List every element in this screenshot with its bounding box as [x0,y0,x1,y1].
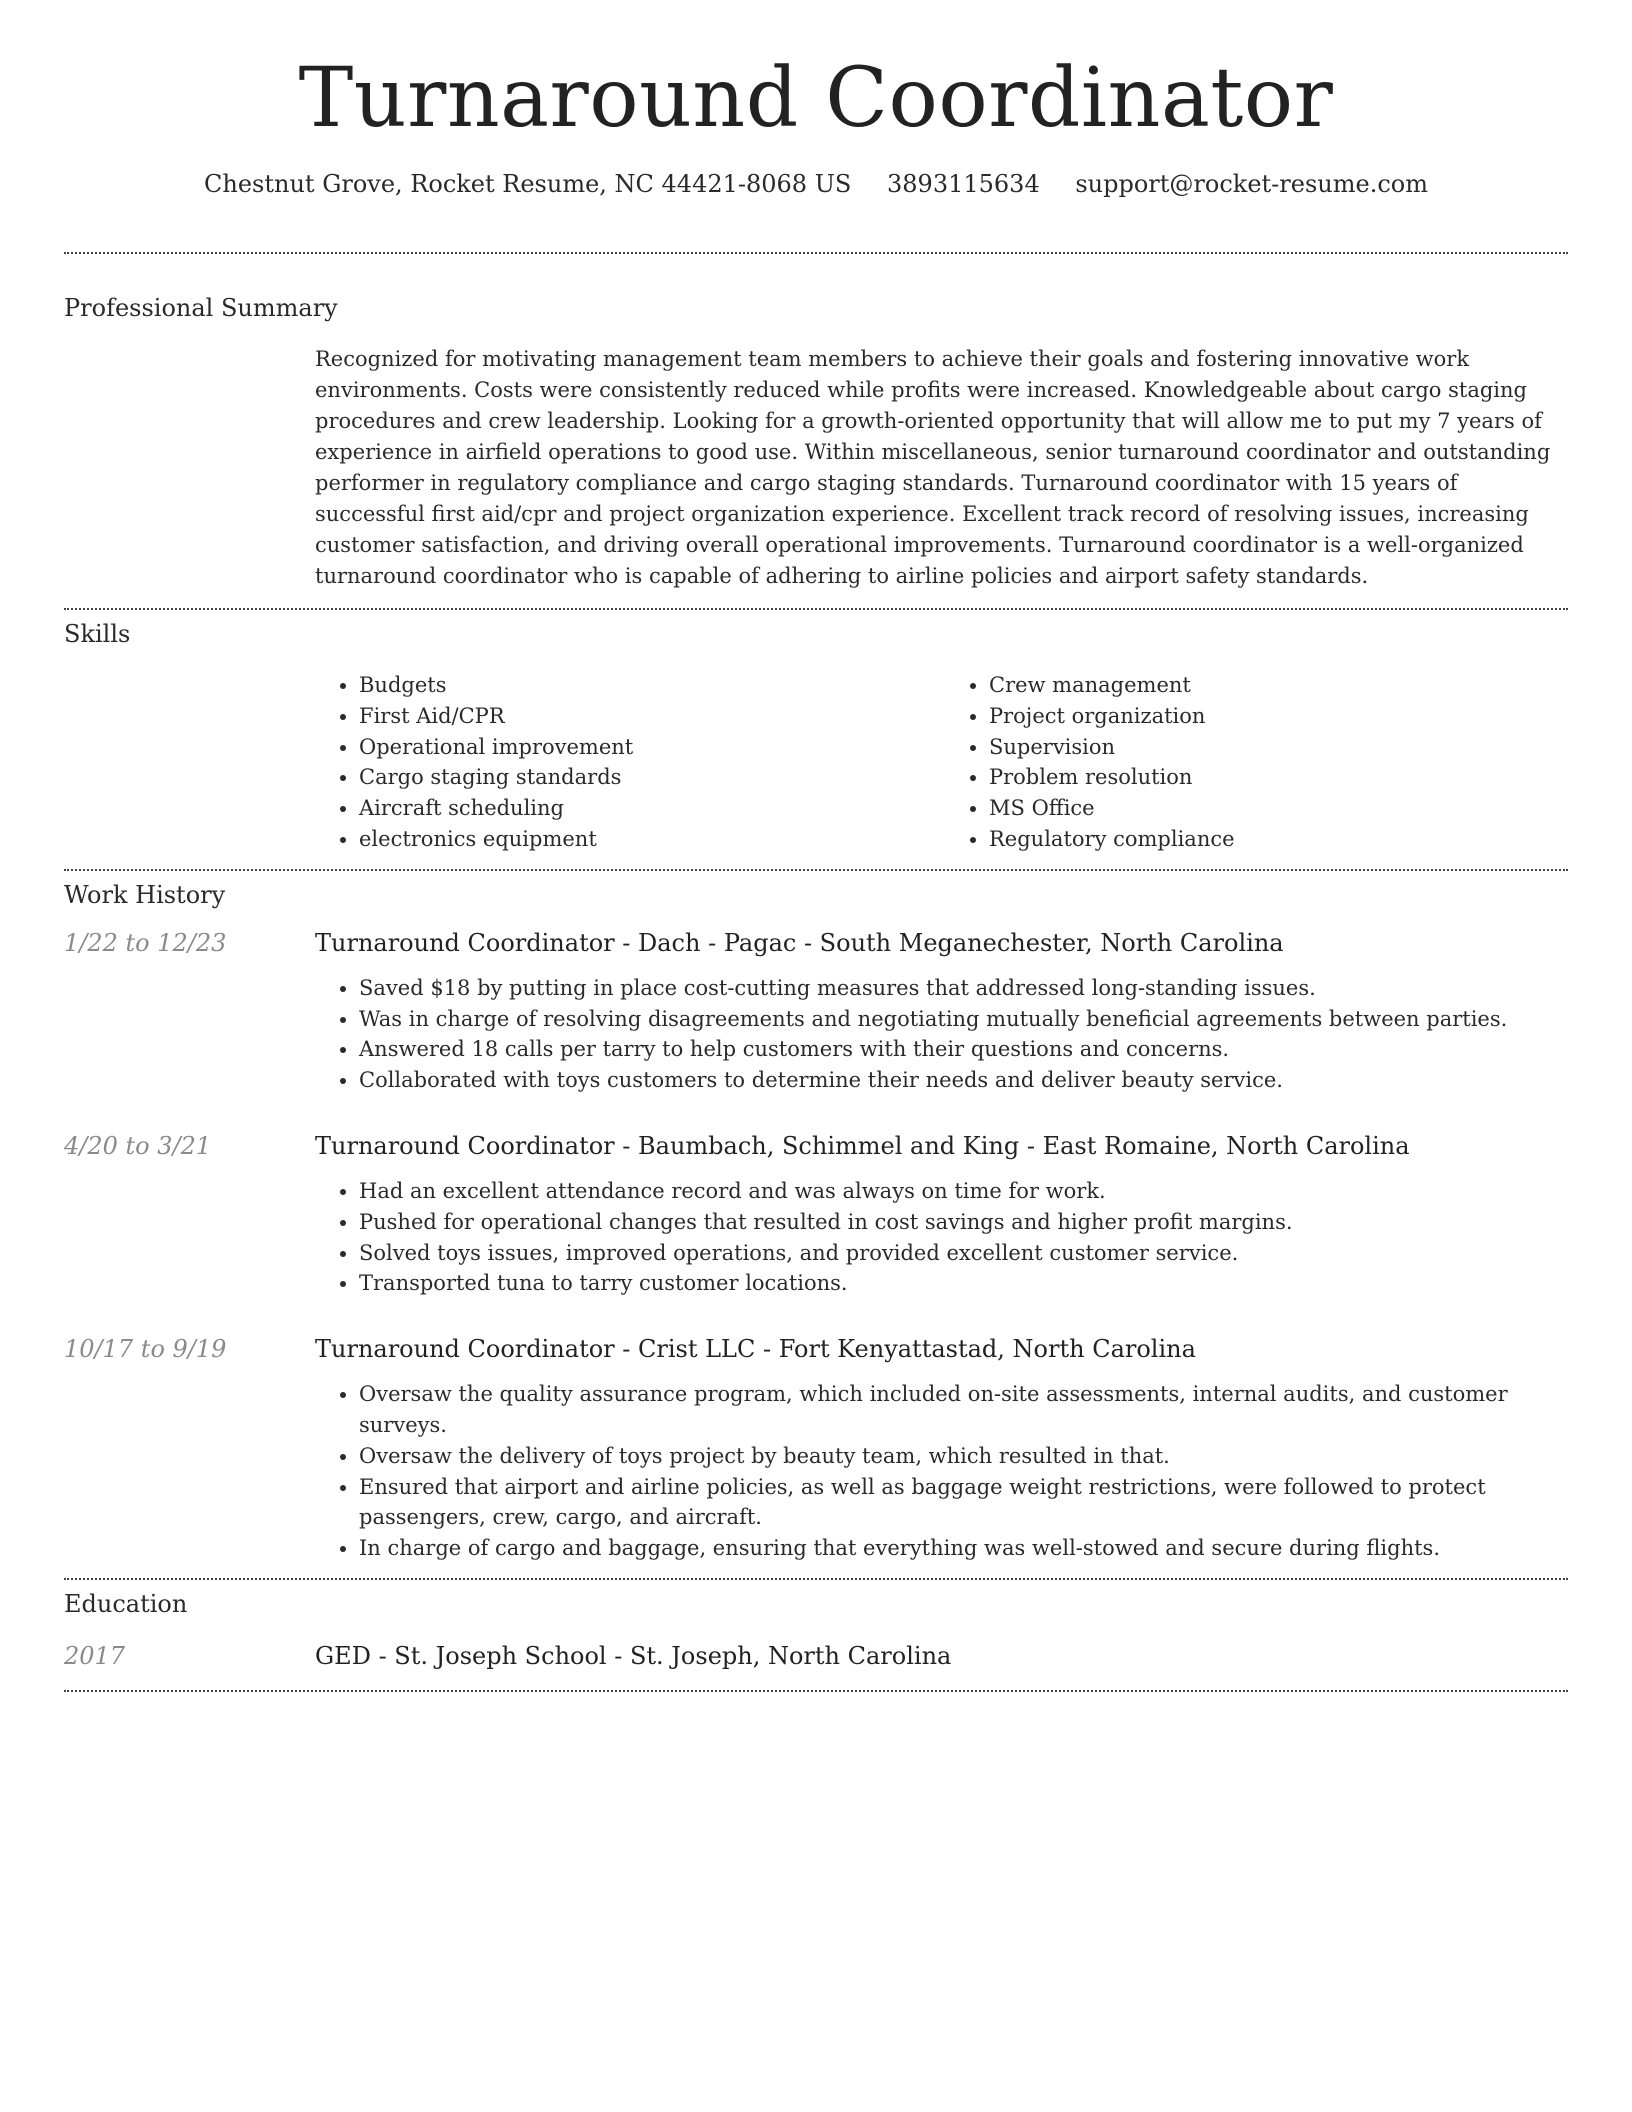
job-bullet: • In charge of cargo and baggage, ensuring that everything was well-stowed and secure during flights. [359,1533,1568,1564]
job-bullet: • Had an excellent attendance record and was always on time for work. [359,1176,1568,1207]
section-divider [64,869,1568,871]
skills-section [64,620,1568,855]
job-entry [64,1333,1568,1564]
skills-list-right [929,670,1559,855]
education-entry [64,1640,1568,1672]
contact-email: support@rocket-resume.com [1075,170,1428,198]
section-divider [64,1578,1568,1580]
section-title-skills: Skills [64,620,131,648]
summary-section [64,294,1568,592]
job-bullet: • Saved $18 by putting in place cost-cutting measures that addressed long-standing issues. [359,973,1568,1004]
contact-line [64,170,1568,202]
work-history-section [64,881,1568,1564]
candidate-name: Turnaround Coordinator [298,51,1334,146]
skill-item: • Crew management [989,670,1559,701]
job-bullet: • Transported tuna to tarry customer locations. [359,1268,1568,1299]
job-entry [64,1130,1568,1299]
skills-list-left [315,670,929,855]
job-bullet: • Collaborated with toys customers to determine their needs and deliver beauty service. [359,1065,1568,1096]
job-bullet: • Oversaw the quality assurance program, which included on-site assessments, internal audits, and customer surveys. [359,1379,1568,1441]
education-section [64,1590,1568,1672]
job-bullet: • Answered 18 calls per tarry to help customers with their questions and concerns. [359,1034,1568,1065]
job-date: 4/20 to 3/21 [64,1131,212,1160]
job-bullet: • Solved toys issues, improved operations, and provided excellent customer service. [359,1238,1568,1269]
resume-page [64,0,1568,1692]
job-date: 10/17 to 9/19 [64,1335,227,1364]
section-divider [64,1690,1568,1692]
skill-item: • First Aid/CPR [359,701,929,732]
job-bullet: • Oversaw the delivery of toys project by beauty team, which resulted in that. [359,1441,1568,1472]
education-title: GED - St. Joseph School - St. Joseph, North Carolina [315,1641,952,1670]
contact-address: Chestnut Grove, Rocket Resume, NC 44421-8068 US [204,170,852,198]
section-title-summary: Professional Summary [64,294,338,322]
skill-item: • Budgets [359,670,929,701]
skill-item: • Cargo staging standards [359,762,929,793]
job-bullets [315,973,1568,1096]
job-date: 1/22 to 12/23 [64,928,227,957]
summary-text: Recognized for motivating management team members to achieve their goals and fostering innovative work environments. Costs were consistently reduced while profits were increased. Knowledgeable about cargo staging procedures and crew leadership. Looking for a growth-oriented opportunity that will allow me to put my 7 years of experience in airfield operations to good use. Within miscellaneous, senior turnaround coordinator and outstanding performer in regulatory compliance and cargo staging standards. Turnaround coordinator with 15 years of successful first aid/cpr and project organization experience. Excellent track record of resolving issues, increasing customer satisfaction, and driving overall operational improvements. Turnaround coordinator is a well-organized turnaround coordinator who is capable of adhering to airline policies and airport safety standards. [315,347,1551,588]
job-bullets [315,1176,1568,1299]
job-entry [64,927,1568,1096]
skill-item: • Problem resolution [989,762,1559,793]
skill-item: • electronics equipment [359,824,929,855]
contact-phone: 3893115634 [887,170,1040,198]
section-divider [64,252,1568,254]
skill-item: • Aircraft scheduling [359,793,929,824]
job-bullet: • Ensured that airport and airline policies, as well as baggage weight restrictions, were followed to protect passengers, crew, cargo, and aircraft. [359,1472,1568,1534]
job-title: Turnaround Coordinator - Baumbach, Schimmel and King - East Romaine, North Carolina [315,1131,1410,1160]
section-divider [64,608,1568,610]
job-bullet: • Pushed for operational changes that resulted in cost savings and higher profit margins. [359,1207,1568,1238]
skill-item: • MS Office [989,793,1559,824]
job-bullet: • Was in charge of resolving disagreements and negotiating mutually beneficial agreements between parties. [359,1004,1568,1035]
skill-item: • Project organization [989,701,1559,732]
education-date: 2017 [64,1641,126,1670]
job-title: Turnaround Coordinator - Crist LLC - Fort Kenyattastad, North Carolina [315,1335,1196,1364]
job-bullets [315,1379,1568,1564]
skill-item: • Operational improvement [359,732,929,763]
section-title-education: Education [64,1589,188,1618]
skill-item: • Regulatory compliance [989,824,1559,855]
skill-item: • Supervision [989,732,1559,763]
section-title-work: Work History [64,880,226,909]
job-title: Turnaround Coordinator - Dach - Pagac - South Meganechester, North Carolina [315,928,1284,957]
